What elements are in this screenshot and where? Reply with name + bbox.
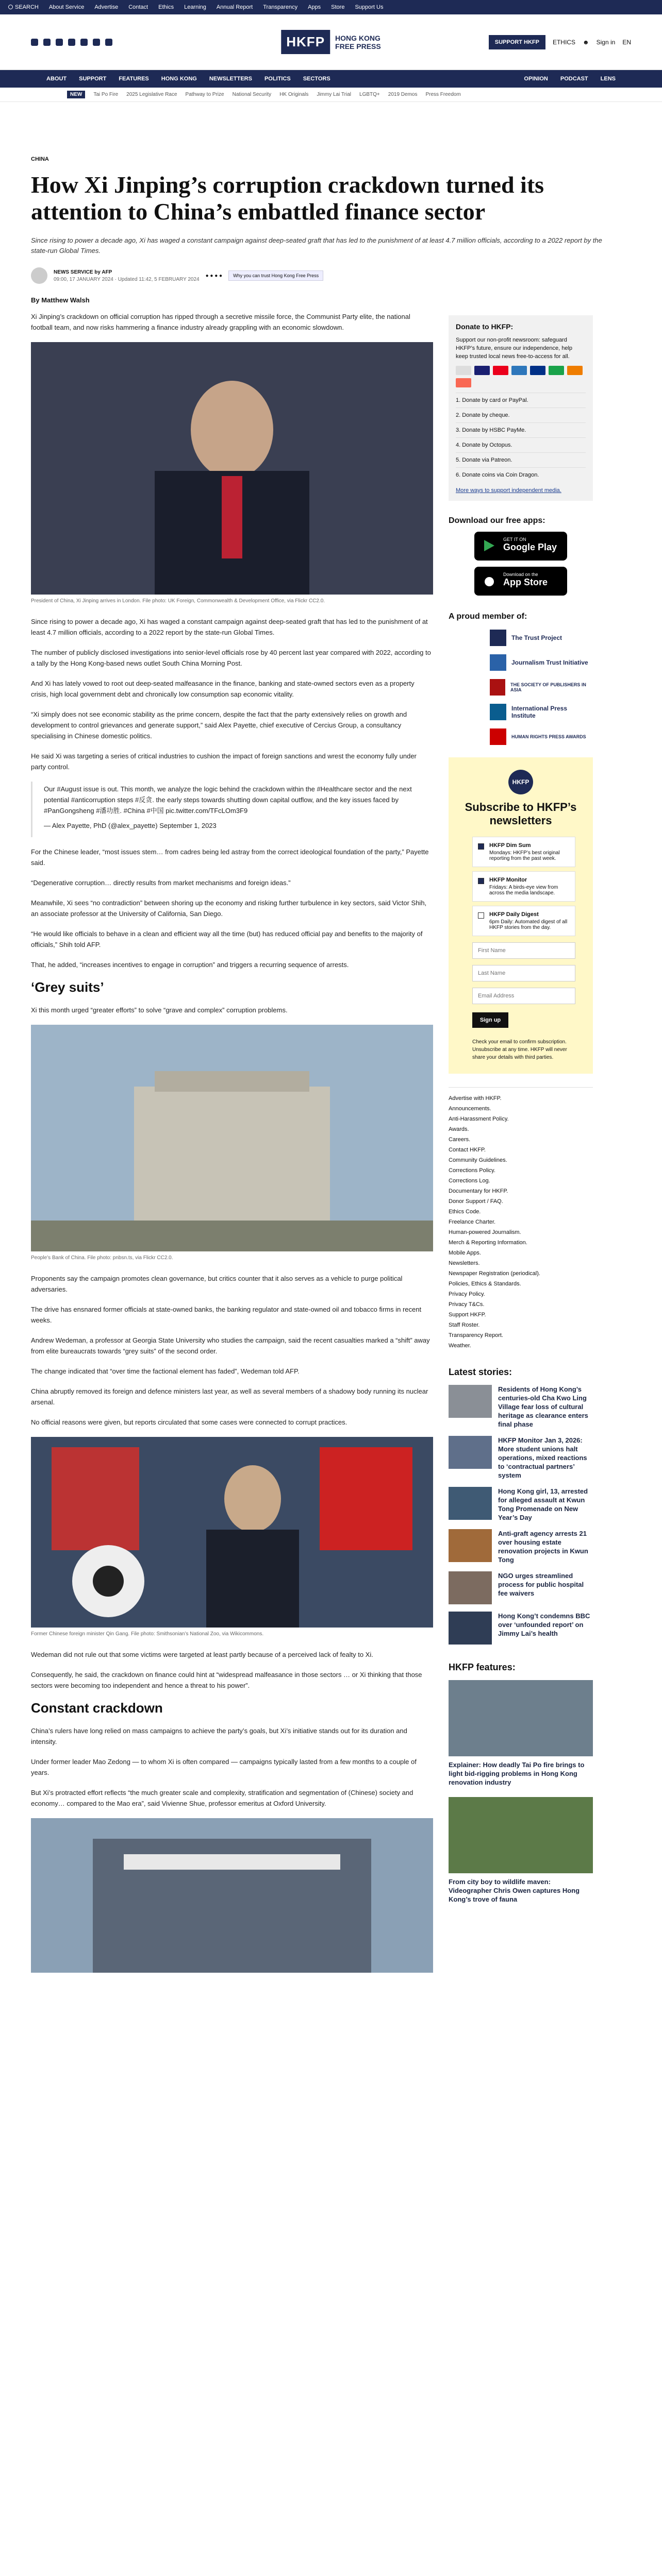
card-icon: [456, 366, 471, 375]
site-header: [0, 14, 662, 70]
paragraph: China’s rulers have long relied on mass campaigns to achieve the party’s goals, but Xi’s initiative stands out for its duration and intensity.: [31, 1727, 407, 1745]
amex-icon: [511, 366, 527, 375]
paragraph: The drive has ensnared former officials at state-owned banks, the banking regulator and state-owned oil and tobacco firms in recent weeks.: [31, 1306, 422, 1324]
bank-building-photo: [31, 1818, 433, 1973]
paragraph: Wedeman did not rule out that some victims were targeted at least partly because of a perceived lack of fealty to Xi.: [31, 1651, 373, 1658]
sidebar-link[interactable]: Human-powered Journalism.: [449, 1229, 521, 1235]
newsletter-box: [449, 757, 593, 1074]
topbar-link[interactable]: Ethics: [158, 4, 174, 10]
paragraph: The change indicated that “over time the factional element has faded”, Wedeman told AFP.: [31, 1367, 300, 1375]
donate-option[interactable]: 2. Donate by cheque.: [456, 408, 586, 422]
donate-text: Support our non-profit newsroom: safeguard HKFP’s future, ensure our independence, help keep trusted local news free-to-access for all.: [456, 337, 573, 360]
ipi-icon: [490, 704, 506, 720]
topbar-link[interactable]: Support Us: [355, 4, 384, 10]
sopa-icon: [490, 679, 505, 696]
sidebar-link[interactable]: Donor Support / FAQ.: [449, 1198, 503, 1205]
user-icon[interactable]: ☻: [582, 38, 589, 46]
newsletter-option-dimsum[interactable]: HKFP Dim Sum Mondays: HKFP’s best original reporting from the past week.: [472, 837, 575, 867]
facebook-icon[interactable]: [31, 39, 38, 46]
figure: [31, 1437, 433, 1638]
donate-option[interactable]: 6. Donate coins via Coin Dragon.: [456, 467, 586, 482]
donate-title: Donate to HKFP:: [456, 323, 514, 331]
newsletter-logo: HKFP: [508, 770, 533, 794]
sidebar-link[interactable]: Support HKFP.: [449, 1312, 486, 1318]
nav-item[interactable]: POLITICS: [264, 76, 291, 82]
topbar-link[interactable]: Transparency: [263, 4, 298, 10]
search-icon: [8, 5, 13, 9]
byline: [31, 267, 631, 284]
paragraph: China abruptly removed its foreign and defence ministers last year, as well as several members of a shadowy body running its nuclear arsenal.: [31, 1387, 428, 1406]
sidebar-link[interactable]: Privacy Policy.: [449, 1291, 485, 1297]
paragraph: Xi this month urged “greater efforts” to solve “grave and complex” corruption problems.: [31, 1006, 288, 1014]
signup-button[interactable]: Sign up: [472, 1012, 508, 1028]
sidebar-link[interactable]: Announcements.: [449, 1106, 491, 1112]
topbar-link[interactable]: Learning: [184, 4, 206, 10]
sidebar: [449, 311, 593, 1984]
article-subtitle: Since rising to power a decade ago, Xi has waged a constant campaign against deep-seated graft that has led to the punishment of at least 4.7 million officials, according to a 2022 report by the state-run Global Times.: [31, 236, 602, 255]
newsletter-note: Check your email to confirm subscription. Unsubscribe at any time. HKFP will never share your details with third parties.: [472, 1039, 567, 1060]
sidebar-link[interactable]: Policies, Ethics & Standards.: [449, 1281, 521, 1287]
paragraph: Meanwhile, Xi sees “no contradiction” between shoring up the economy and risking further turbulence in key sectors, said Victor Shih, an associate professor at the University of California, San Diego.: [31, 899, 427, 918]
language-toggle[interactable]: EN: [622, 38, 631, 46]
sidebar-link[interactable]: Corrections Policy.: [449, 1167, 495, 1174]
byline-text: NEWS SERVICE by AFP 09:00, 17 JANUARY 2024 · Updated 11:42, 5 FEBRUARY 2024: [54, 269, 200, 282]
sidebar-link[interactable]: Staff Roster.: [449, 1322, 480, 1328]
first-name-field[interactable]: [472, 942, 575, 959]
story-thumbnail: [449, 1487, 492, 1520]
photo-illustration: [31, 342, 433, 595]
qin-gang-photo: [31, 1437, 433, 1628]
latest-title: Latest stories:: [449, 1367, 512, 1377]
trending-link[interactable]: HK Originals: [279, 92, 309, 97]
paragraph: No official reasons were given, but reports circulated that some cases were connected to corrupt practices.: [31, 1418, 347, 1426]
site-logo[interactable]: [281, 30, 380, 54]
embedded-tweet[interactable]: [31, 782, 433, 837]
nav-right: [524, 76, 616, 82]
trust-link[interactable]: Why you can trust Hong Kong Free Press: [228, 270, 323, 281]
features-title: HKFP features:: [449, 1662, 516, 1672]
more-ways-link[interactable]: More ways to support independent media.: [456, 487, 561, 494]
nav-item[interactable]: SECTORS: [303, 76, 330, 82]
paragraph: “Degenerative corruption… directly results from market mechanisms and foreign ideas.”: [31, 879, 291, 887]
google-play-icon: [483, 539, 496, 552]
article-body: [31, 311, 433, 1984]
trending-link[interactable]: Press Freedom: [425, 92, 461, 97]
latest-story[interactable]: Hong Kong’t condemns BBC over ‘unfounded report’ on Jimmy Lai’s health: [449, 1612, 593, 1645]
paragraph: Andrew Wedeman, a professor at Georgia State University who studies the campaign, said the recent casualties marked a “shift” away from elite bureaucrats towards “grey suits” of the second order.: [31, 1336, 430, 1355]
signin-link[interactable]: Sign in: [596, 38, 616, 46]
trending-link[interactable]: LGBTQ+: [359, 92, 380, 97]
payment-icons: [456, 366, 586, 387]
trending-link[interactable]: Pathway to Prize: [185, 92, 224, 97]
caption: President of China, Xi Jinping arrives in London. File photo: UK Foreign, Commonwealth & Development Office, via Flickr CC2.0.: [31, 598, 325, 604]
trending-link[interactable]: 2025 Legislative Race: [126, 92, 177, 97]
section-heading: ‘Grey suits’: [31, 979, 104, 995]
latest-story[interactable]: Anti-graft agency arrests 21 over housing estate renovation projects in Kwun Tong: [449, 1529, 593, 1564]
sidebar-link[interactable]: Corrections Log.: [449, 1178, 490, 1184]
trust-project-icon: [490, 630, 506, 646]
story-thumbnail: [449, 1612, 492, 1645]
sidebar-link[interactable]: Careers.: [449, 1137, 471, 1143]
donate-option[interactable]: 1. Donate by card or PayPal.: [456, 393, 586, 408]
member-logo[interactable]: HUMAN RIGHTS PRESS AWARDS: [490, 728, 593, 745]
logo-mark: HKFP: [281, 30, 330, 54]
tweet-author: — Alex Payette, PhD (@alex_payette) September 1, 2023: [44, 822, 217, 829]
nav-item[interactable]: HONG KONG: [161, 76, 197, 82]
topbar-link[interactable]: Store: [331, 4, 345, 10]
sidebar-link[interactable]: Merch & Reporting Information.: [449, 1240, 527, 1246]
figure: [31, 1818, 433, 1973]
paragraph: Xi Jinping’s crackdown on official corruption has ripped through a secretive missile force, the Communist Party elite, the national football team, and now risks hammering a finance industry already grappling with an economic slowdown.: [31, 313, 410, 331]
sidebar-link[interactable]: Advertise with HKFP.: [449, 1095, 502, 1101]
figure: [31, 342, 433, 605]
article-title: How Xi Jinping’s corruption crackdown turned its attention to China’s embattled finance sector: [31, 172, 544, 225]
trending-link[interactable]: Tai Po Fire: [93, 92, 119, 97]
member-logo[interactable]: The Trust Project: [490, 630, 593, 646]
twitter-icon[interactable]: [43, 39, 51, 46]
topbar-link[interactable]: Annual Report: [216, 4, 253, 10]
paragraph: He said Xi was targeting a series of critical industries to cushion the impact of foreign sanctions and wrest the economy fully under party control.: [31, 752, 417, 771]
xi-jinping-photo: [31, 342, 433, 595]
paragraph: “Xi simply does not see economic stability as the prime concern, despite the fact that the party extensively relies on growth and development to control grievances and generate support,” said Alex Payette, chief executive of Cercius Group, a consultancy specialising in Chinese domestic politics.: [31, 710, 407, 740]
story-thumbnail: [449, 1436, 492, 1469]
nav-item[interactable]: OPINION: [524, 76, 548, 82]
share-icons[interactable]: ● ● ● ●: [205, 273, 223, 279]
sidebar-link[interactable]: Privacy T&Cs.: [449, 1301, 485, 1308]
hrpa-icon: [490, 728, 506, 745]
topbar-link[interactable]: Apps: [308, 4, 321, 10]
latest-story[interactable]: Hong Kong girl, 13, arrested for alleged assault at Kwun Tong Promenade on New Year’s Day: [449, 1487, 593, 1522]
paragraph: And Xi has lately vowed to root out deep-seated malfeasance in the finance, banking and state-owned sectors even as a property crisis, high local government debt and chronically low consumption sap economic vitality.: [31, 680, 415, 698]
nav-item[interactable]: PODCAST: [560, 76, 588, 82]
checkbox-icon[interactable]: [478, 912, 484, 919]
trending-link[interactable]: National Security: [232, 92, 272, 97]
sidebar-link[interactable]: Mobile Apps.: [449, 1250, 481, 1256]
avatar: [31, 267, 47, 284]
tweet-text: Our #August issue is out. This month, we analyze the logic behind the crackdown within the #Healthcare sector and the next potential #anticorruption steps #反贪. the early steps towards shutting down capital outflow, and the key issues faced by #PanGongsheng #潘功胜. #China #中国 pic.twitter.com/TFcLOm3F9: [44, 785, 412, 815]
last-name-field[interactable]: [472, 965, 575, 981]
sidebar-link[interactable]: Newsletters.: [449, 1260, 480, 1266]
donate-option[interactable]: 4. Donate by Octopus.: [456, 437, 586, 452]
sidebar-link[interactable]: Newspaper Registration (periodical).: [449, 1270, 540, 1277]
email-field[interactable]: [472, 988, 575, 1004]
donate-options: [456, 393, 586, 482]
header-actions: [489, 35, 631, 49]
sidebar-link[interactable]: Transparency Report.: [449, 1332, 503, 1338]
footer-links: [449, 1087, 593, 1351]
author-name: By Matthew Walsh: [31, 296, 90, 304]
paragraph: Since rising to power a decade ago, Xi has waged a constant campaign against deep-seated graft that has led to the punishment of at least 4.7 million officials, according to a 2022 report by the state-run Global Times.: [31, 618, 428, 636]
trending-link[interactable]: 2019 Demos: [388, 92, 418, 97]
newsletter-option-monitor[interactable]: HKFP Monitor Fridays: A birds-eye view from across the media landscape.: [472, 871, 575, 902]
topbar-link[interactable]: Contact: [128, 4, 148, 10]
patreon-icon: [456, 378, 471, 387]
mastercard-icon: [493, 366, 508, 375]
paragraph: Proponents say the campaign promotes clean governance, but critics counter that it also serves as a vehicle to purge political adversaries.: [31, 1275, 403, 1293]
member-logo[interactable]: International Press Institute: [490, 704, 593, 720]
latest-story[interactable]: NGO urges streamlined process for public hospital fee waivers: [449, 1571, 593, 1604]
member-logo[interactable]: THE SOCIETY OF PUBLISHERS IN ASIA: [490, 679, 593, 696]
linkedin-icon[interactable]: [68, 39, 75, 46]
latest-story[interactable]: Residents of Hong Kong’s centuries-old Cha Kwo Ling Village fear loss of cultural heritage as clearance enters final phase: [449, 1385, 593, 1429]
sidebar-link[interactable]: Contact HKFP.: [449, 1147, 486, 1153]
sidebar-link[interactable]: Anti-Harassment Policy.: [449, 1116, 509, 1122]
octopus-icon: [567, 366, 583, 375]
nav-item[interactable]: FEATURES: [119, 76, 149, 82]
paragraph: But Xi’s protracted effort reflects “the much greater scale and complexity, stratification and segmentation of (Chinese) society and economy… compared to the Mao era”, said Vivienne Shue, professor emeritus at Oxford University.: [31, 1789, 413, 1807]
new-badge: NEW: [67, 91, 85, 98]
newsletter-option-digest[interactable]: HKFP Daily Digest 6pm Daily: Automated digest of all HKFP stories from the day.: [472, 906, 575, 936]
feature-story[interactable]: Explainer: How deadly Tai Po fire brings to light bid-rigging problems in Hong Kong renovation industry: [449, 1680, 593, 1787]
paragraph: For the Chinese leader, “most issues stem… from cadres being led astray from the correct ideological foundation of the party,” Payette said.: [31, 848, 429, 867]
caption: Former Chinese foreign minister Qin Gang. File photo: Smithsonian’s National Zoo, via Wikicommons.: [31, 1631, 264, 1637]
main-nav: [0, 70, 662, 88]
feature-story[interactable]: From city boy to wildlife maven: Videographer Chris Owen captures Hong Kong’s trove of fauna: [449, 1797, 593, 1904]
checkbox-checked-icon[interactable]: [478, 843, 484, 850]
email-icon[interactable]: [93, 39, 100, 46]
paragraph: Consequently, he said, the crackdown on finance could hint at “widespread malfeasance in those sectors … or Xi thinking that those sectors were becoming too independent and hence a threat to his power”.: [31, 1671, 422, 1689]
instagram-icon[interactable]: [56, 39, 63, 46]
sidebar-link[interactable]: Weather.: [449, 1343, 471, 1349]
youtube-icon[interactable]: [80, 39, 88, 46]
member-title: A proud member of:: [449, 612, 527, 621]
app-store-button[interactable]: Download on the App Store: [474, 567, 567, 596]
content-area: [31, 311, 631, 1984]
apps-title: Download our free apps:: [449, 516, 545, 525]
paragraph: Under former leader Mao Zedong — to whom Xi is often compared — campaigns typically lasted from a few months to a couple of years.: [31, 1758, 417, 1776]
topbar-link[interactable]: About Service: [48, 4, 85, 10]
figure: [31, 1025, 433, 1262]
photo-illustration: [31, 1437, 433, 1628]
nav-item[interactable]: ABOUT: [46, 76, 67, 82]
latest-story[interactable]: HKFP Monitor Jan 3, 2026: More student unions halt operations, mixed reactions to ‘contractual partners’ system: [449, 1436, 593, 1480]
topbar-link[interactable]: Advertise: [94, 4, 119, 10]
central-bank-photo: [31, 1025, 433, 1251]
paragraph: The number of publicly disclosed investigations into senior-level officials rose by 40 percent last year compared with 2022, according to a tally by the Hong Kong-based news outlet South China Morning Post.: [31, 649, 431, 667]
support-button[interactable]: SUPPORT HKFP: [489, 35, 545, 49]
nav-item[interactable]: LENS: [600, 76, 616, 82]
caption: People’s Bank of China. File photo: pnbsn.ts, via Flickr CC2.0.: [31, 1255, 173, 1261]
top-utility-bar: [0, 0, 662, 14]
paragraph: That, he added, “increases incentives to engage in corruption” and triggers a recurring sequence of arrests.: [31, 961, 349, 969]
checkbox-checked-icon[interactable]: [478, 878, 484, 884]
social-links: [31, 39, 112, 46]
payme-icon: [549, 366, 564, 375]
sidebar-link[interactable]: Community Guidelines.: [449, 1157, 507, 1163]
story-thumbnail: [449, 1385, 492, 1418]
visa-icon: [474, 366, 490, 375]
ethics-link[interactable]: ETHICS: [552, 38, 575, 46]
donate-option[interactable]: 3. Donate by HSBC PayMe.: [456, 422, 586, 437]
donate-option[interactable]: 5. Donate via Patreon.: [456, 452, 586, 467]
search-link[interactable]: SEARCH: [8, 4, 39, 10]
sidebar-link[interactable]: Ethics Code.: [449, 1209, 481, 1215]
apple-icon: [483, 574, 496, 587]
rss-icon[interactable]: [105, 39, 112, 46]
sidebar-link[interactable]: Documentary for HKFP.: [449, 1188, 508, 1194]
sidebar-link[interactable]: Freelance Charter.: [449, 1219, 496, 1225]
section-heading: Constant crackdown: [31, 1700, 163, 1716]
feature-thumbnail: [449, 1797, 593, 1873]
nav-item[interactable]: NEWSLETTERS: [209, 76, 252, 82]
photo-illustration: [31, 1818, 433, 1973]
trending-bar: [0, 88, 662, 102]
nav-item[interactable]: SUPPORT: [79, 76, 107, 82]
photo-illustration: [31, 1025, 433, 1251]
google-play-button[interactable]: GET IT ON Google Play: [474, 532, 567, 561]
story-thumbnail: [449, 1571, 492, 1604]
trending-link[interactable]: Jimmy Lai Trial: [317, 92, 352, 97]
sidebar-link[interactable]: Awards.: [449, 1126, 469, 1132]
article-category[interactable]: CHINA: [31, 156, 49, 162]
story-thumbnail: [449, 1529, 492, 1562]
donate-box: [449, 315, 593, 501]
feature-thumbnail: [449, 1680, 593, 1756]
jti-icon: [490, 654, 506, 671]
member-logo[interactable]: Journalism Trust Initiative: [490, 654, 593, 671]
paypal-icon: [530, 366, 545, 375]
newsletter-title: Subscribe to HKFP’s newsletters: [465, 801, 577, 827]
paragraph: “He would like officials to behave in a clean and efficient way all the time (but) has reduced official pay and benefits to the majority of officials,” Shih told AFP.: [31, 930, 423, 948]
logo-wordmark: HONG KONG FREE PRESS: [335, 33, 381, 50]
